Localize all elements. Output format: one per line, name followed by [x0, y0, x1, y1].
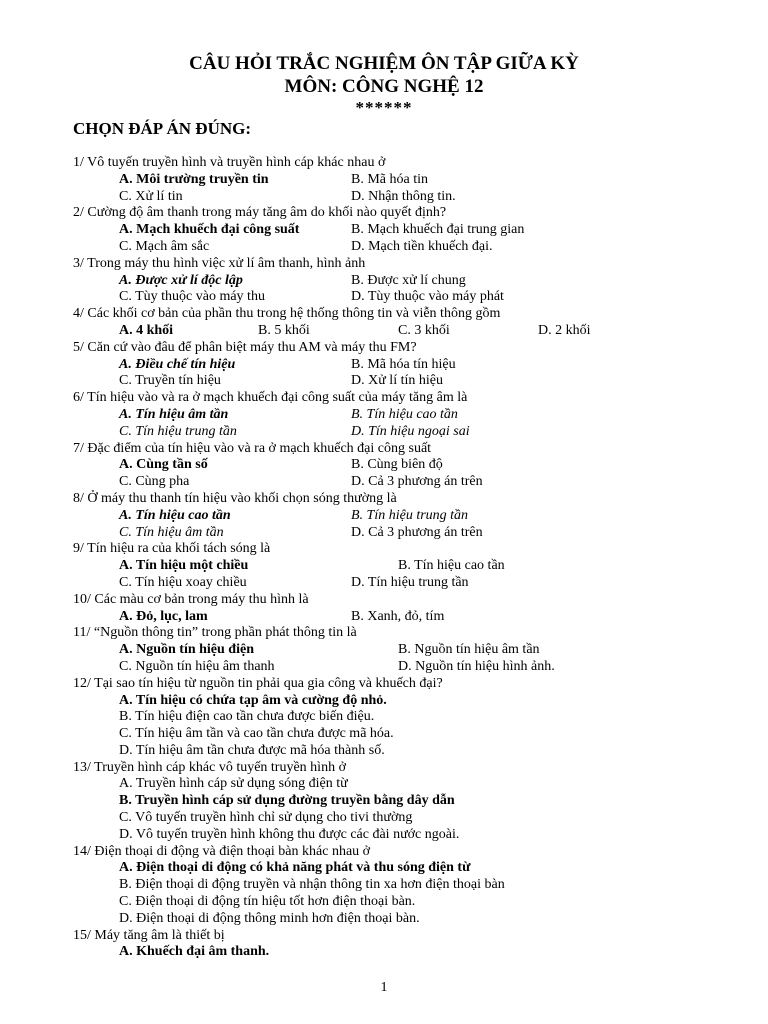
- option-d: D. Tín hiệu ngoại sai: [351, 423, 470, 439]
- option-b: B. Tín hiệu trung tần: [351, 507, 469, 523]
- option-row: [73, 474, 713, 491]
- option-d: D. Nhận thông tin.: [351, 188, 456, 204]
- option-row: [73, 659, 713, 676]
- option-c: C. Điện thoại di động tín hiệu tốt hơn điện thoại bàn.: [119, 894, 416, 910]
- option-d: D. Tín hiệu trung tần: [351, 574, 469, 590]
- option-a-correct: A. Tín hiệu cao tần: [119, 507, 231, 523]
- title-divider: ******: [355, 98, 413, 117]
- option-b: B. Nguồn tín hiệu âm tần: [398, 642, 540, 658]
- option-d: D. Nguồn tín hiệu hình ảnh.: [398, 658, 555, 674]
- option-row: [73, 189, 713, 206]
- question-text: 14/ Điện thoại di động và điện thoại bàn khác nhau ở: [73, 843, 371, 859]
- option-c: C. Cùng pha: [119, 474, 190, 490]
- option-row: [73, 609, 713, 626]
- option-d: D. Vô tuyến truyền hình không thu được các đài nước ngoài.: [119, 826, 460, 842]
- option-b: B. Điện thoại di động truyền và nhận thông tin xa hơn điện thoại bàn: [119, 877, 505, 893]
- option-row: [73, 407, 713, 424]
- option-d: D. Cả 3 phương án trên: [351, 474, 483, 490]
- option-b: B. Mạch khuếch đại trung gian: [351, 222, 525, 238]
- option-b: B. Xanh, đỏ, tím: [351, 608, 445, 624]
- option-row: [73, 222, 713, 239]
- option-row: [73, 373, 713, 390]
- option-a-correct: A. Điện thoại di động có khả năng phát và thu sóng điện từ: [119, 860, 471, 876]
- option-a-correct: A. Tín hiệu một chiều: [119, 558, 249, 574]
- option-a: A. Truyền hình cáp sử dụng sóng điện từ: [119, 776, 348, 792]
- option-c: C. Tín hiệu âm tần: [119, 524, 224, 540]
- option-d: D. Cả 3 phương án trên: [351, 524, 483, 540]
- option-b: B. Tín hiệu cao tần: [398, 558, 505, 574]
- subject-title: MÔN: CÔNG NGHỆ 12: [284, 76, 484, 97]
- option-c: C. Xử lí tin: [119, 188, 183, 204]
- option-d: D. Tín hiệu âm tần chưa được mã hóa thành số.: [119, 742, 385, 758]
- question-text: 12/ Tại sao tín hiệu từ nguồn tin phải qua gia công và khuếch đại?: [73, 675, 443, 691]
- question-text: 9/ Tín hiệu ra của khối tách sóng là: [73, 541, 271, 557]
- option-a-correct: A. Mạch khuếch đại công suất: [119, 222, 300, 238]
- question-text: 6/ Tín hiệu vào và ra ở mạch khuếch đại công suất của máy tăng âm là: [73, 390, 468, 406]
- option-b: B. Tín hiệu cao tần: [351, 406, 458, 422]
- option-c: C. Tín hiệu âm tần và cao tần chưa được mã hóa.: [119, 726, 394, 742]
- option-row: [73, 424, 713, 441]
- question-text: 13/ Truyền hình cáp khác vô tuyến truyền hình ở: [73, 759, 346, 775]
- question-text: 1/ Vô tuyến truyền hình và truyền hình cáp khác nhau ở: [73, 155, 386, 170]
- option-row: [73, 172, 713, 189]
- option-row: [73, 642, 713, 659]
- option-row: [73, 289, 713, 306]
- option-b: B. Được xử lí chung: [351, 272, 466, 288]
- option-a-correct: A. Khuếch đại âm thanh.: [119, 944, 270, 960]
- option-c: C. Truyền tín hiệu: [119, 373, 221, 389]
- option-d: D. 2 khối: [538, 322, 591, 338]
- question-text: 8/ Ở máy thu thanh tín hiệu vào khối chọn sóng thường là: [73, 490, 397, 506]
- option-d: D. Tùy thuộc vào máy phát: [351, 289, 504, 305]
- option-row: [73, 558, 713, 575]
- question-text: 4/ Các khối cơ bản của phần thu trong hệ thống thông tin và viễn thông gồm: [73, 306, 501, 322]
- question-text: 11/ “Nguồn thông tin” trong phần phát thông tin là: [73, 625, 357, 641]
- option-row: [73, 508, 713, 525]
- option-row: [73, 357, 713, 374]
- option-row: [73, 525, 713, 542]
- question-text: 2/ Cường độ âm thanh trong máy tăng âm do khối nào quyết định?: [73, 205, 447, 221]
- option-c: C. Mạch âm sắc: [119, 238, 210, 254]
- option-a-correct: A. Tín hiệu âm tần: [119, 406, 229, 422]
- option-b: B. Mã hóa tin: [351, 171, 428, 187]
- page-number: 1: [380, 980, 388, 995]
- option-a-correct: A. Tín hiệu có chứa tạp âm và cường độ nhỏ.: [119, 692, 387, 708]
- option-a-correct: A. 4 khối: [119, 322, 174, 338]
- section-heading: CHỌN ĐÁP ÁN ĐÚNG:: [73, 119, 252, 138]
- option-row: [73, 273, 713, 290]
- option-d: D. Mạch tiền khuếch đại.: [351, 238, 493, 254]
- question-text: 7/ Đặc điểm của tín hiệu vào và ra ở mạch khuếch đại công suất: [73, 440, 432, 456]
- question-text: 15/ Máy tăng âm là thiết bị: [73, 927, 225, 943]
- option-a-correct: A. Môi trường truyền tin: [119, 171, 269, 187]
- option-b: B. Tín hiệu điện cao tần chưa được biến điệu.: [119, 709, 375, 725]
- option-d: D. Điện thoại di động thông minh hơn điện thoại bàn.: [119, 910, 420, 926]
- option-c: C. 3 khối: [398, 322, 450, 338]
- question-text: 3/ Trong máy thu hình việc xử lí âm thanh, hình ảnh: [73, 255, 366, 271]
- option-a-correct: A. Được xử lí độc lập: [119, 272, 243, 288]
- option-c: C. Vô tuyến truyền hình chỉ sử dụng cho tivi thường: [119, 810, 413, 826]
- question-text: 5/ Căn cứ vào đâu để phân biệt máy thu AM và máy thu FM?: [73, 339, 417, 355]
- option-row: [73, 457, 713, 474]
- question-list: [73, 155, 713, 961]
- option-c: C. Nguồn tín hiệu âm thanh: [119, 658, 275, 674]
- question-text: 10/ Các màu cơ bản trong máy thu hình là: [73, 591, 309, 607]
- option-row: [73, 575, 713, 592]
- option-c: C. Tùy thuộc vào máy thu: [119, 289, 265, 305]
- option-a-correct: A. Điều chế tín hiệu: [119, 356, 236, 372]
- option-d: D. Xử lí tín hiệu: [351, 373, 443, 389]
- option-row: [73, 323, 713, 340]
- document-title: CÂU HỎI TRẮC NGHIỆM ÔN TẬP GIỮA KỲ: [189, 53, 579, 74]
- option-a-correct: A. Nguồn tín hiệu điện: [119, 642, 254, 658]
- option-b-correct: B. Truyền hình cáp sử dụng đường truyền bằng dây dẫn: [119, 793, 455, 809]
- option-b: B. 5 khối: [258, 322, 310, 338]
- option-c: C. Tín hiệu xoay chiều: [119, 574, 247, 590]
- option-row: [73, 239, 713, 256]
- option-c: C. Tín hiệu trung tần: [119, 423, 237, 439]
- option-a-correct: A. Cùng tần số: [119, 457, 208, 473]
- option-b: B. Mã hóa tín hiệu: [351, 356, 456, 372]
- option-b: B. Cùng biên độ: [351, 457, 443, 473]
- option-a-correct: A. Đỏ, lục, lam: [119, 608, 208, 624]
